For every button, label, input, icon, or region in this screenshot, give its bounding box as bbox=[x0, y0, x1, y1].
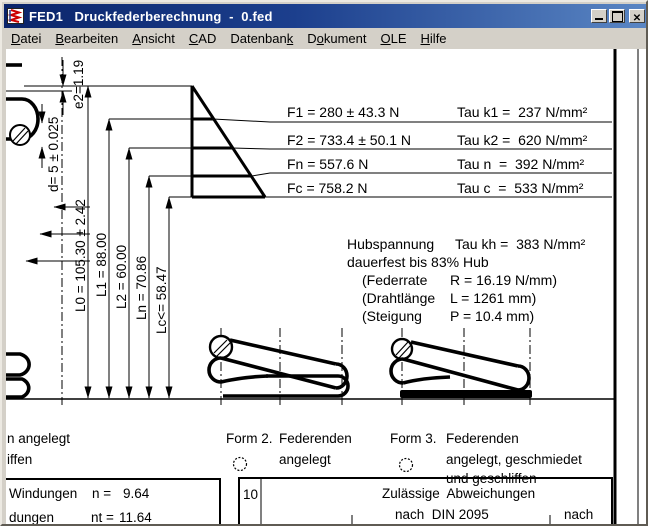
large-spring-side-view bbox=[6, 57, 62, 405]
title-bar[interactable] bbox=[4, 4, 648, 28]
clipped-form-text-1: n angelegt bbox=[7, 431, 71, 446]
row-number: 10 bbox=[243, 487, 259, 502]
force-table bbox=[213, 104, 612, 197]
menu-item-ole[interactable]: OLE bbox=[380, 31, 407, 46]
form2-text-2: angelegt bbox=[279, 452, 331, 467]
form2-radio-circle bbox=[234, 458, 247, 471]
form3-text-1: Federenden bbox=[446, 431, 519, 446]
abweichungen-table bbox=[239, 478, 612, 524]
spring-drawing-canvas bbox=[6, 49, 646, 524]
wire-cross-section bbox=[10, 125, 30, 145]
abweichungen-sub: nach DIN 2095 bbox=[395, 507, 489, 522]
drahtlaenge-label: (Drahtlänge bbox=[362, 290, 436, 306]
gesamtwindungen-value: 11.64 bbox=[119, 510, 152, 524]
L0-label: L0 = 105.30 ± 2.42 bbox=[73, 199, 88, 312]
federrate-value: R = 16.19 N/mm) bbox=[450, 272, 557, 288]
federrate-label: (Federrate bbox=[362, 272, 428, 288]
L2-label: L2 = 60.00 bbox=[114, 244, 129, 309]
abweichungen-title: Zulässige Abweichungen bbox=[382, 486, 536, 501]
app-spring-icon[interactable] bbox=[7, 8, 24, 24]
menu-item-datei[interactable]: Datei bbox=[11, 31, 42, 46]
windungen-value: 9.64 bbox=[123, 486, 150, 501]
menu-item-datenbank[interactable]: Datenbank bbox=[230, 31, 294, 46]
minimize-button[interactable] bbox=[591, 9, 607, 23]
d-dimension bbox=[42, 104, 61, 192]
windungen-symbol: n = bbox=[92, 486, 112, 501]
minimize-icon bbox=[595, 18, 603, 20]
force-row-F2: F2 = 733.4 ± 50.1 N bbox=[287, 132, 412, 148]
gesamtwindungen-label: dungen bbox=[9, 510, 55, 524]
windungen-label: Windungen bbox=[9, 486, 78, 501]
tau-row-k1: Tau k1 = 237 N/mm² bbox=[457, 104, 588, 120]
form3-label: Form 3. bbox=[390, 431, 437, 446]
steigung-label: (Steigung bbox=[362, 308, 422, 324]
L1-label: L1 = 88.00 bbox=[94, 232, 109, 297]
maximize-button[interactable] bbox=[609, 9, 625, 23]
form3-spring-view bbox=[391, 328, 532, 406]
ground-flat-end bbox=[400, 390, 532, 398]
clipped-form-text-2: iffen bbox=[7, 452, 33, 467]
menu-item-hilfe[interactable]: Hilfe bbox=[420, 31, 447, 46]
hubspannung-value: Tau kh = 383 N/mm² bbox=[455, 236, 586, 252]
form3-radio-circle bbox=[400, 459, 413, 472]
form2-spring-view bbox=[209, 328, 348, 406]
force-row-Fc: Fc = 758.2 N bbox=[287, 180, 368, 196]
maximize-icon bbox=[612, 11, 623, 22]
form3-text-3: und geschliffen bbox=[446, 471, 537, 486]
tau-row-k2: Tau k2 = 620 N/mm² bbox=[457, 132, 588, 148]
window-title: FED1 Druckfederberechnung - 0.fed bbox=[29, 8, 273, 24]
tau-row-n: Tau n = 392 N/mm² bbox=[457, 156, 585, 172]
Ln-label: Ln = 70.86 bbox=[134, 255, 149, 320]
form2-text-1: Federenden bbox=[279, 431, 352, 446]
menu-bar bbox=[4, 28, 648, 49]
drahtlaenge-value: L = 1261 mm) bbox=[450, 290, 537, 306]
stroke-info-block bbox=[347, 236, 586, 324]
e2-label: e2=1.19 bbox=[71, 59, 86, 109]
force-row-F1: F1 = 280 ± 43.3 N bbox=[287, 104, 400, 120]
form3-text-2: angelegt, geschmiedet bbox=[446, 452, 582, 467]
close-button[interactable] bbox=[629, 9, 645, 23]
windungen-table bbox=[6, 479, 220, 524]
menu-item-ansicht[interactable]: Ansicht bbox=[132, 31, 175, 46]
Lc-label: Lc<= 58.47 bbox=[154, 266, 169, 334]
menu-item-dokument[interactable]: Dokument bbox=[307, 31, 367, 46]
d-label: d= 5 ± 0.025 bbox=[46, 116, 61, 192]
force-row-Fn: Fn = 557.6 N bbox=[287, 156, 369, 172]
hubspannung-label: Hubspannung bbox=[347, 236, 435, 252]
abweichungen-right: nach bbox=[564, 507, 594, 522]
dauerfest-text: dauerfest bis 83% Hub bbox=[347, 254, 489, 270]
drawing-area bbox=[6, 49, 646, 524]
close-icon bbox=[633, 9, 641, 24]
length-dimension-lines bbox=[73, 86, 192, 398]
form2-label: Form 2. bbox=[226, 431, 273, 446]
force-deflection-diagram bbox=[192, 86, 265, 197]
tau-row-c: Tau c = 533 N/mm² bbox=[457, 180, 584, 196]
menu-item-bearbeiten[interactable]: Bearbeiten bbox=[55, 31, 119, 46]
steigung-value: P = 10.4 mm) bbox=[450, 308, 535, 324]
drawing-frame-border bbox=[615, 49, 638, 524]
menu-item-cad[interactable]: CAD bbox=[188, 31, 217, 46]
gesamtwindungen-symbol: nt = bbox=[91, 510, 114, 524]
